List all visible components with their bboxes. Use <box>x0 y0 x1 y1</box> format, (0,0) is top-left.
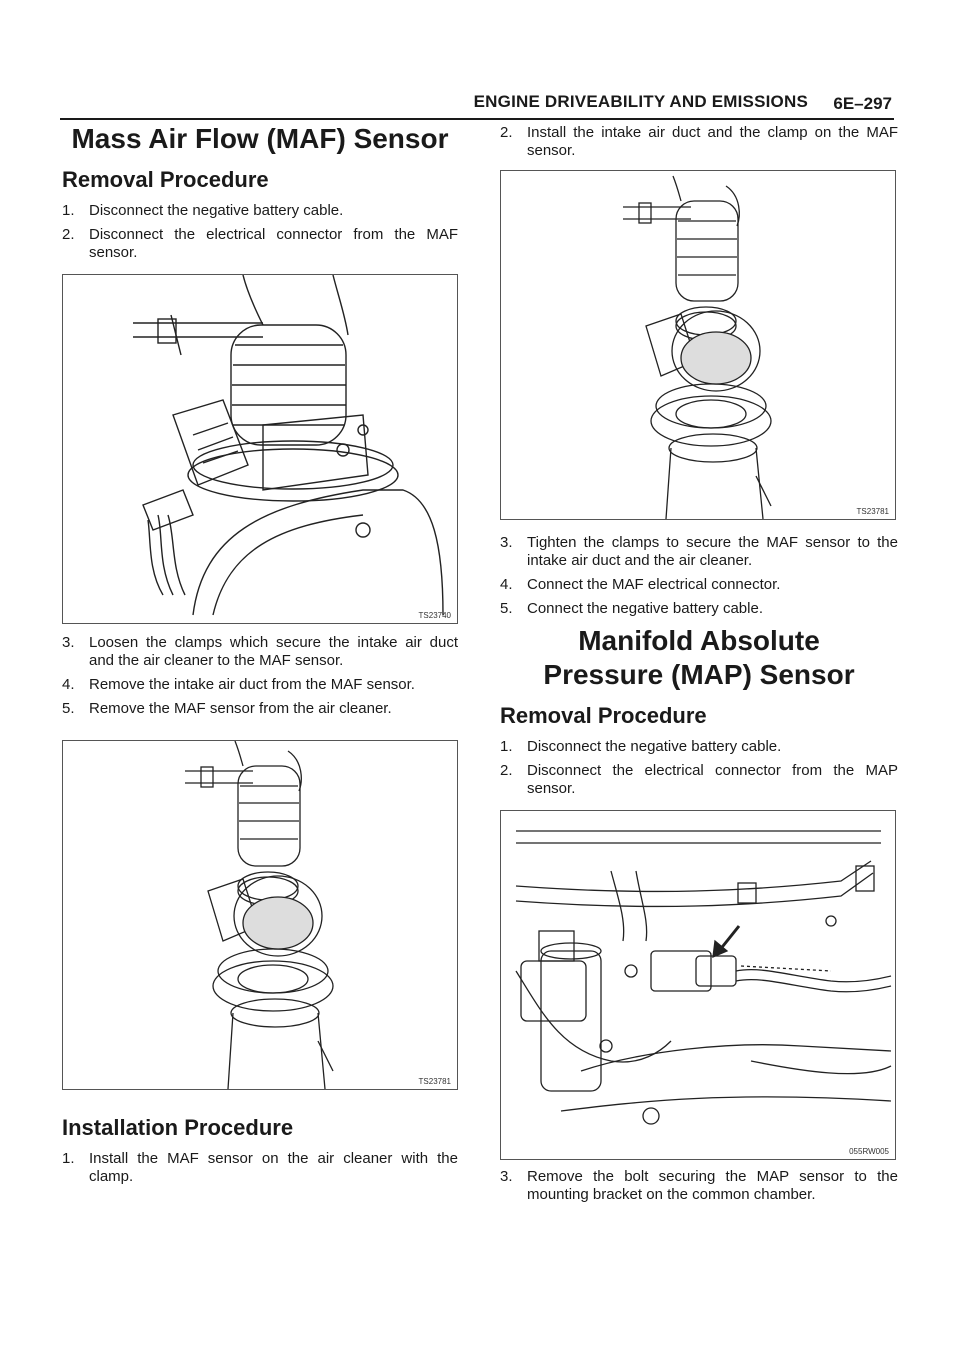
list-item: 4. Remove the intake air duct from the MAF sensor. <box>62 676 415 693</box>
figure-code: TS23781 <box>856 507 889 516</box>
list-item: 1. Disconnect the negative battery cable. <box>500 738 782 755</box>
maf-exploded-illustration <box>63 741 457 1089</box>
map-sensor-illustration <box>501 811 895 1159</box>
section-title: ENGINE DRIVEABILITY AND EMISSIONS <box>473 92 808 111</box>
maf-removal-steps-a <box>62 202 458 262</box>
list-item: 3. Tighten the clamps to secure the MAF sensor to the intake air duct and the air cleaner. <box>500 534 898 569</box>
maf-install-illustration <box>501 171 895 519</box>
figure-maf-connector <box>62 274 458 624</box>
maf-removal-steps-b <box>62 634 458 718</box>
page-number: 6E–297 <box>833 94 892 113</box>
figure-code: TS23740 <box>418 611 451 620</box>
list-item: 3. Remove the bolt securing the MAP sensor to the mounting bracket on the common chamber. <box>500 1168 898 1203</box>
left-column <box>62 120 458 1192</box>
maf-installation-steps-a <box>62 1150 458 1186</box>
list-item: 2. Disconnect the electrical connector from the MAP sensor. <box>500 762 898 797</box>
list-item: 5. Connect the negative battery cable. <box>500 600 763 617</box>
figure-code: TS23781 <box>418 1077 451 1086</box>
map-removal-steps-b <box>500 1168 898 1204</box>
figure-maf-exploded-install <box>500 170 896 520</box>
maf-installation-steps-b <box>500 534 898 618</box>
maf-section-title: Mass Air Flow (MAF) Sensor <box>71 123 449 154</box>
list-item: 2. Install the intake air duct and the clamp on the MAF sensor. <box>500 124 898 159</box>
list-item: 2. Disconnect the electrical connector from the MAF sensor. <box>62 226 458 261</box>
list-item: 1. Install the MAF sensor on the air cleaner with the clamp. <box>62 1150 458 1185</box>
maf-installation-heading: Installation Procedure <box>62 1115 294 1140</box>
maf-connector-illustration <box>63 275 457 623</box>
page-header <box>60 86 894 120</box>
figure-map-connector <box>500 810 896 1160</box>
list-item: 4. Connect the MAF electrical connector. <box>500 576 781 593</box>
figure-code: 055RW005 <box>849 1147 889 1156</box>
list-item: 1. Disconnect the negative battery cable. <box>62 202 344 219</box>
map-section-title: Manifold Absolute Pressure (MAP) Sensor <box>543 625 855 690</box>
figure-maf-exploded-removal <box>62 740 458 1090</box>
maf-installation-steps-a-cont <box>500 124 898 160</box>
map-removal-steps-a <box>500 738 898 798</box>
list-item: 5. Remove the MAF sensor from the air cleaner. <box>62 700 392 717</box>
map-removal-heading: Removal Procedure <box>500 703 707 728</box>
list-item: 3. Loosen the clamps which secure the intake air duct and the air cleaner to the MAF sensor. <box>62 634 458 669</box>
right-column <box>500 124 898 1210</box>
maf-removal-heading: Removal Procedure <box>62 167 269 192</box>
